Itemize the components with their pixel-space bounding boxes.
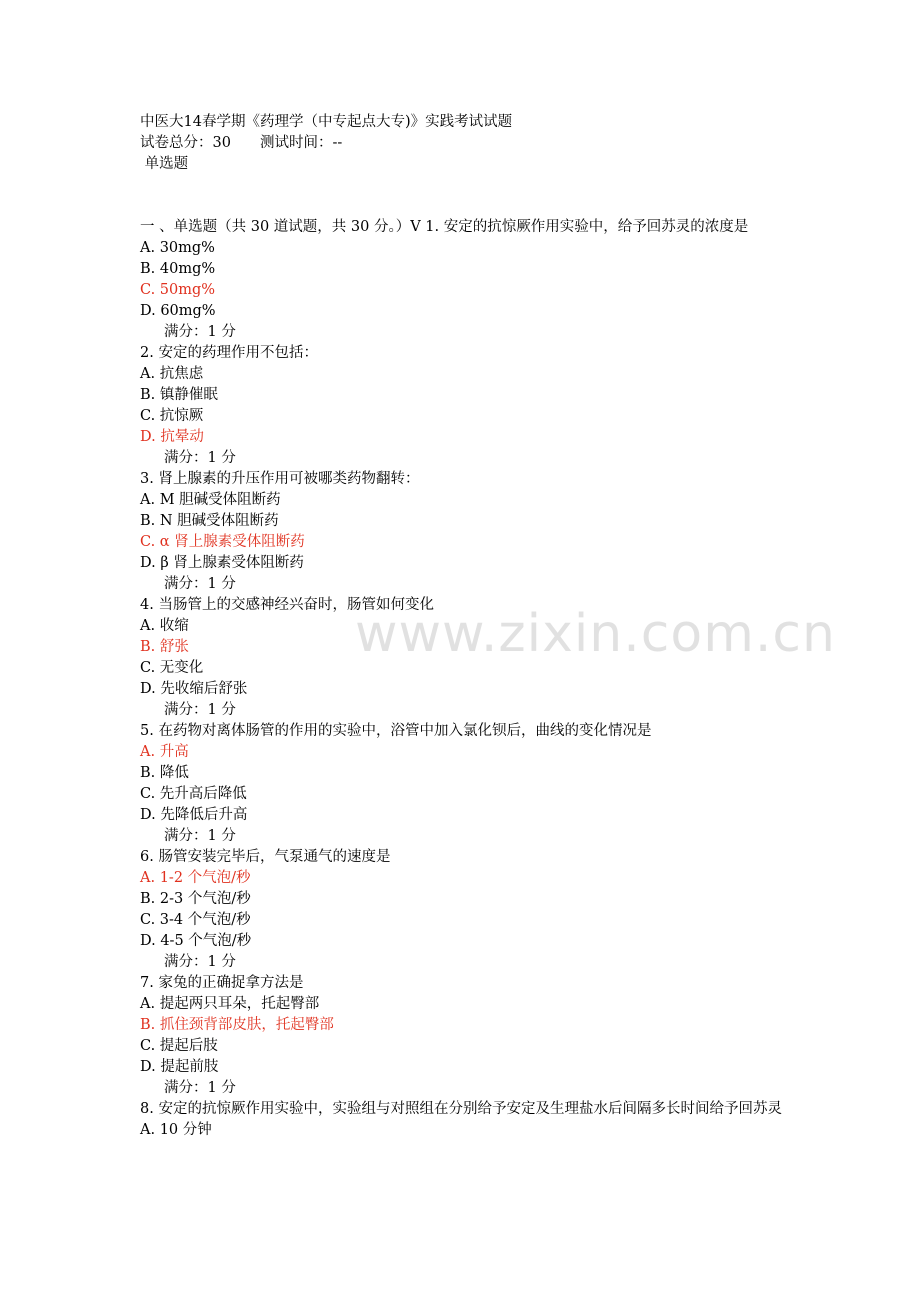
option: C. 3-4 个气泡/秒 <box>140 912 251 928</box>
score-label: 满分：1 分 <box>164 954 236 970</box>
option: D. 提起前肢 <box>140 1059 219 1075</box>
option: A. 抗焦虑 <box>140 366 204 382</box>
exam-meta: 试卷总分：30 测试时间：-- <box>140 135 343 151</box>
option: C. 提起后肢 <box>140 1038 218 1054</box>
option-correct: D. 抗晕动 <box>140 429 204 445</box>
option: B. 40mg% <box>140 261 216 277</box>
option: B. 2-3 个气泡/秒 <box>140 891 251 907</box>
score-label: 满分：1 分 <box>164 450 236 466</box>
option: A. 收缩 <box>140 618 189 634</box>
option: A. 10 分钟 <box>140 1122 212 1138</box>
option: D. 先收缩后舒张 <box>140 681 248 697</box>
option: D. β 肾上腺素受体阻断药 <box>140 555 304 571</box>
question-5 <box>140 721 790 847</box>
option: D. 4-5 个气泡/秒 <box>140 933 252 949</box>
option-correct: B. 抓住颈背部皮肤，托起臀部 <box>140 1017 334 1033</box>
section-heading: 单选题 <box>140 156 189 172</box>
option: C. 先升高后降低 <box>140 786 247 802</box>
option: B. 降低 <box>140 765 189 781</box>
option: B. N 胆碱受体阻断药 <box>140 513 279 529</box>
option: A. 提起两只耳朵，托起臀部 <box>140 996 320 1012</box>
option-correct: A. 升高 <box>140 744 189 760</box>
score-label: 满分：1 分 <box>164 324 236 340</box>
option: A. 30mg% <box>140 240 215 256</box>
question-stem: 3. 肾上腺素的升压作用可被哪类药物翻转： <box>140 471 420 487</box>
option: C. 抗惊厥 <box>140 408 204 424</box>
question-2 <box>140 343 790 469</box>
exam-title: 中医大14春学期《药理学（中专起点大专)》实践考试试题 <box>140 114 513 130</box>
option: C. 无变化 <box>140 660 204 676</box>
option-correct: C. α 肾上腺素受体阻断药 <box>140 534 305 550</box>
option: B. 镇静催眠 <box>140 387 218 403</box>
option: A. M 胆碱受体阻断药 <box>140 492 281 508</box>
option: D. 先降低后升高 <box>140 807 248 823</box>
question-stem: 7. 家兔的正确捉拿方法是 <box>140 975 304 991</box>
question-stem: 5. 在药物对离体肠管的作用的实验中，浴管中加入氯化钡后，曲线的变化情况是 <box>140 723 652 739</box>
spacer <box>140 175 790 196</box>
question-7 <box>140 973 790 1099</box>
spacer <box>140 196 790 217</box>
score-label: 满分：1 分 <box>164 702 236 718</box>
option-correct: A. 1-2 个气泡/秒 <box>140 870 251 886</box>
question-6 <box>140 847 790 973</box>
option-correct: B. 舒张 <box>140 639 189 655</box>
section-intro-q1-stem: 一 、单选题（共 30 道试题，共 30 分。）V 1. 安定的抗惊厥作用实验中，给予回苏灵的浓度是 <box>140 219 749 235</box>
score-label: 满分：1 分 <box>164 828 236 844</box>
option-correct: C. 50mg% <box>140 282 216 298</box>
option: D. 60mg% <box>140 303 216 319</box>
question-stem: 8. 安定的抗惊厥作用实验中，实验组与对照组在分别给予安定及生理盐水后间隔多长时间给予回苏灵 <box>140 1101 782 1117</box>
question-stem: 2. 安定的药理作用不包括： <box>140 345 318 361</box>
question-8 <box>140 1099 790 1141</box>
question-stem: 6. 肠管安装完毕后，气泵通气的速度是 <box>140 849 391 865</box>
score-label: 满分：1 分 <box>164 1080 236 1096</box>
score-label: 满分：1 分 <box>164 576 236 592</box>
site-watermark: www.zixin.com.cn <box>355 604 836 664</box>
question-3 <box>140 469 790 595</box>
question-stem: 4. 当肠管上的交感神经兴奋时，肠管如何变化 <box>140 597 434 613</box>
question-1 <box>140 238 790 343</box>
